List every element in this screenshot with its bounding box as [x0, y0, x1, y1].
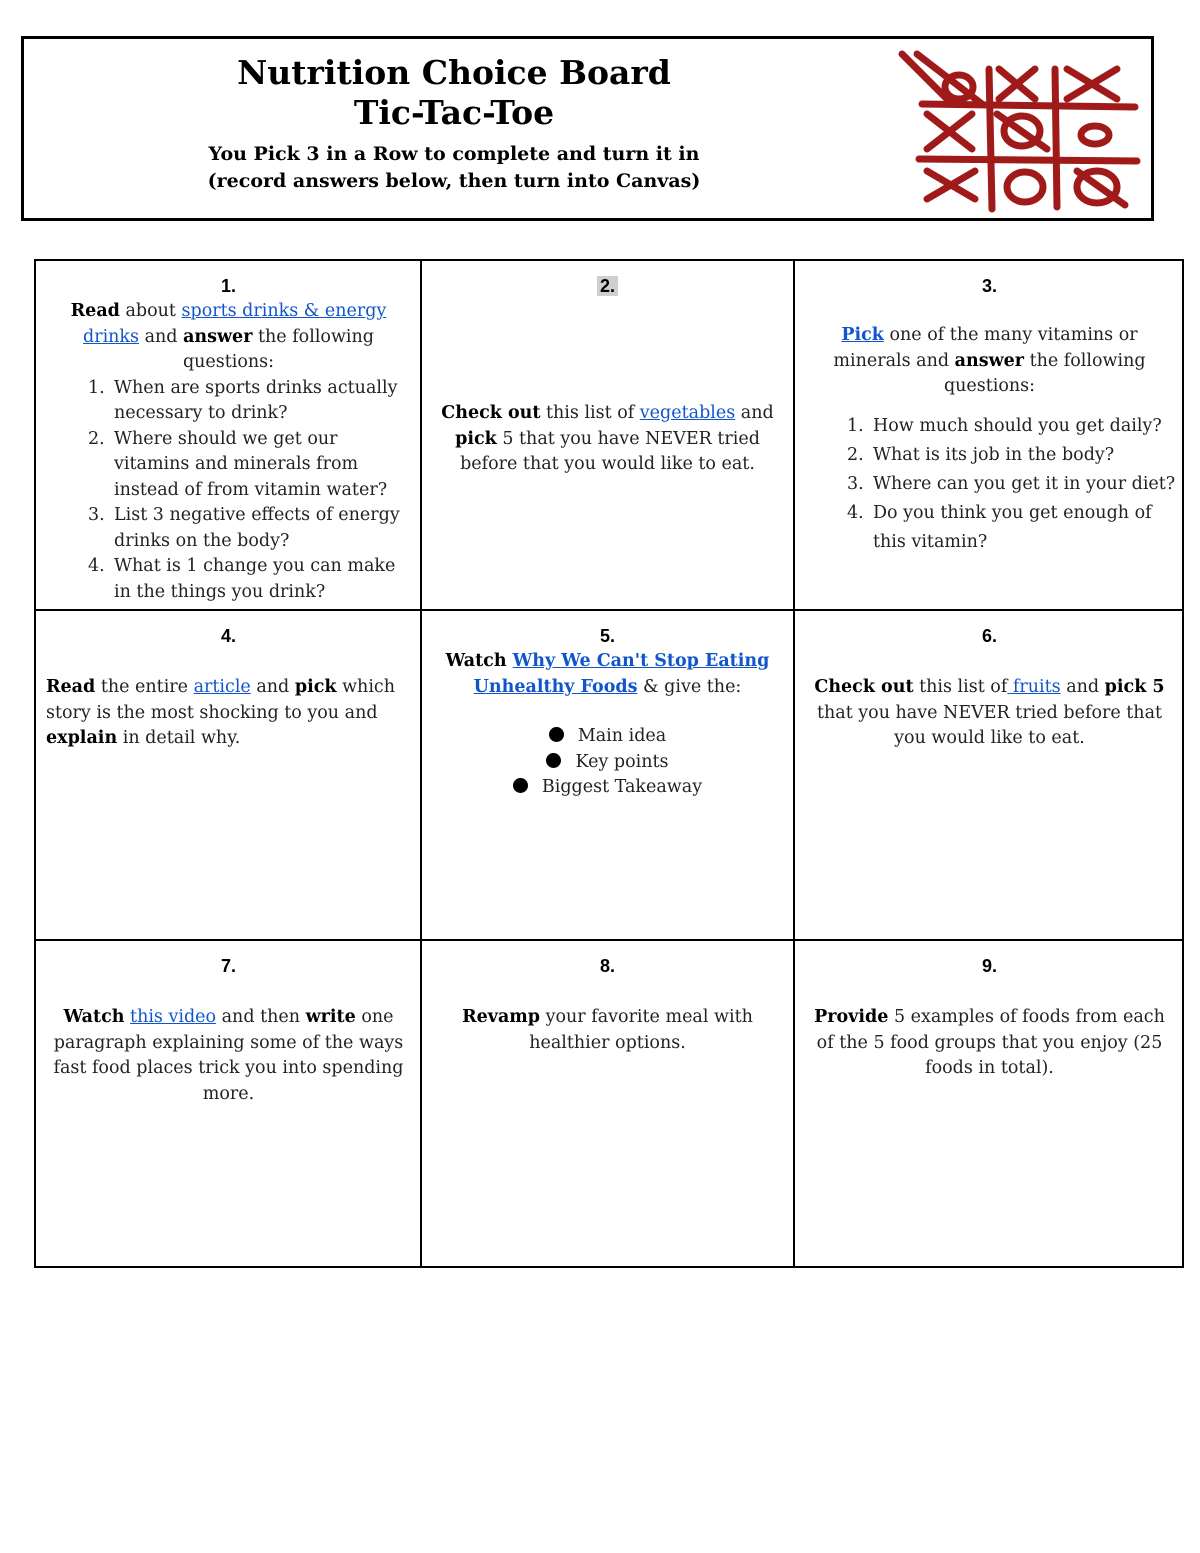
cell-1-questions: [44, 376, 413, 606]
cell-number: 2.: [436, 273, 779, 299]
video-link-unhealthy-foods[interactable]: Why We Can't Stop Eating Unhealthy Foods: [473, 651, 770, 697]
cell-9-text: Provide 5 examples of foods from each of the 5 food groups that you enjoy (25 foods in total).: [814, 1007, 1165, 1078]
cell-5-intro: Watch Why We Can't Stop Eating Unhealthy Foods & give the:: [445, 651, 770, 697]
cell-3-questions: [803, 412, 1176, 557]
cell-number: 3.: [981, 276, 997, 296]
cell-2-text: Check out this list of vegetables and pick 5 that you have NEVER tried before that you would like to eat.: [441, 403, 774, 474]
cell-number: 4.: [220, 626, 236, 646]
cell-6[interactable]: [795, 611, 1184, 940]
list-item: 2. Where should we get our vitamins and minerals from instead of from vitamin water?: [88, 428, 388, 500]
cell-number: 6.: [981, 626, 997, 646]
cell-7-text: Watch this video and then write one paragraph explaining some of the ways fast food places trick you into spending more.: [53, 1007, 404, 1104]
cell-8-text: Revamp your favorite meal with healthier options.: [462, 1007, 753, 1053]
bullet-icon: [549, 727, 564, 742]
list-item: Key points: [436, 750, 779, 776]
cell-number: 1.: [220, 276, 236, 296]
page-title: Nutrition Choice Board: [237, 53, 671, 92]
cell-4[interactable]: [36, 611, 421, 940]
cell-6-text: Check out this list of fruits and pick 5 that you have NEVER tried before that you would like to eat.: [814, 677, 1165, 748]
list-item: 3. Where can you get it in your diet?: [847, 473, 1176, 494]
cell-5-bullets: [436, 724, 779, 801]
list-item: 3. List 3 negative effects of energy drinks on the body?: [88, 505, 400, 551]
list-item: Main idea: [436, 724, 779, 750]
cell-9[interactable]: [795, 941, 1184, 1268]
fruits-link[interactable]: fruits: [1007, 677, 1061, 697]
cell-5[interactable]: [422, 611, 793, 940]
bullet-icon: [546, 753, 561, 768]
cell-1[interactable]: [36, 261, 421, 610]
cell-number: 9.: [981, 956, 997, 976]
list-item: Biggest Takeaway: [436, 775, 779, 801]
this-video-link[interactable]: this video: [130, 1007, 217, 1027]
vegetables-link[interactable]: vegetables: [639, 403, 736, 423]
title-block: [24, 53, 884, 195]
cell-2[interactable]: [422, 261, 793, 610]
cell-number: 8.: [599, 956, 615, 976]
list-item: 2. What is its job in the body?: [847, 444, 1115, 465]
list-item: 4. What is 1 change you can make in the things you drink?: [88, 556, 396, 602]
page-subtitle-game: Tic-Tac-Toe: [353, 93, 555, 132]
cell-7[interactable]: [36, 941, 421, 1268]
cell-1-intro: Read about sports drinks & energy drinks and answer the following questions:: [70, 301, 387, 372]
cell-4-text: Read the entire article and pick which story is the most shocking to you and explain in detail why.: [46, 677, 395, 748]
cell-8[interactable]: [422, 941, 793, 1268]
list-item: 1. How much should you get daily?: [847, 415, 1162, 436]
cell-number: 7.: [220, 956, 236, 976]
list-item: 4. Do you think you get enough of this vitamin?: [847, 502, 1152, 552]
instructions-line-1: You Pick 3 in a Row to complete and turn it in: [208, 143, 700, 165]
bullet-icon: [513, 778, 528, 793]
article-link[interactable]: article: [193, 677, 251, 697]
cell-3-intro: Pick one of the many vitamins or minerals and answer the following questions:: [833, 325, 1146, 396]
header-box: [21, 36, 1154, 221]
cell-3[interactable]: [795, 261, 1184, 610]
pick-vitamin-link[interactable]: Pick: [841, 325, 884, 345]
instructions-line-2: (record answers below, then turn into Canvas): [207, 170, 701, 192]
cell-number: 5.: [599, 626, 615, 646]
choice-board-grid: [34, 259, 1184, 1268]
list-item: 1. When are sports drinks actually necessary to drink?: [88, 377, 398, 423]
sports-drinks-link[interactable]: sports drinks & energy drinks: [83, 301, 387, 347]
tic-tac-toe-logo-icon: [897, 49, 1142, 214]
